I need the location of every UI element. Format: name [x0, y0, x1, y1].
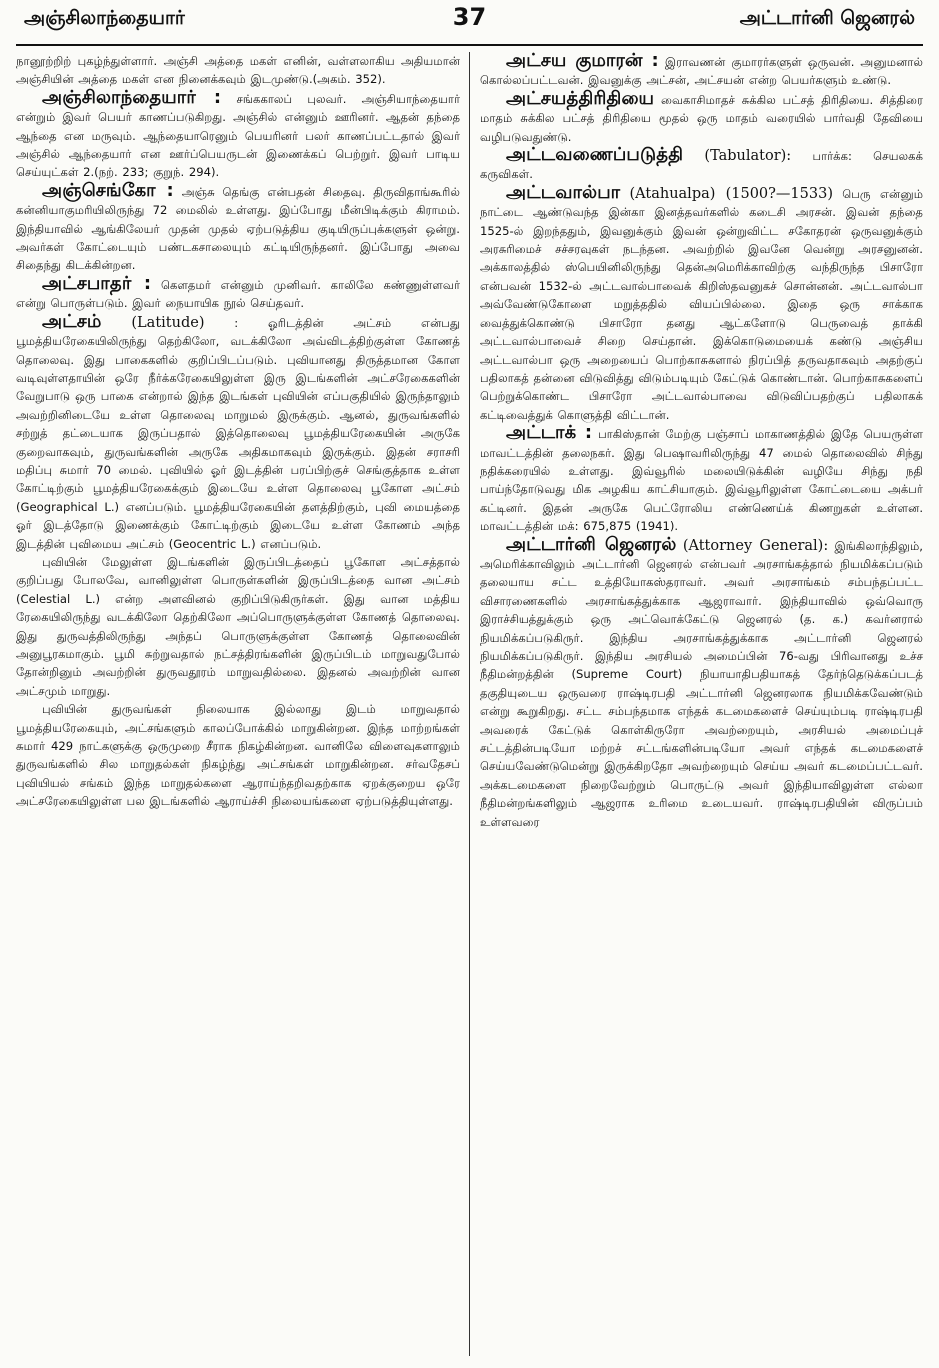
- entry-english-term: (Atahualpa) (1500?—1533): [629, 185, 833, 202]
- entry-headword: அட்சய குமாரன் :: [506, 52, 659, 71]
- entry-atcham: [16, 310, 460, 553]
- entry-anjilanthaiyar: [16, 86, 460, 182]
- entry-text: பார்க்க: செயலகக் கருவிகள்.: [480, 149, 923, 182]
- paragraph-celestial-latitude: புவியின் மேலுள்ள இடங்களின் இருப்பிடத்தைப் பூகோள அட்சத்தால் குறிப்பது போலவே, வானிலுள்ள பொருள்களின் இருப்பிடத்தை வான அட்சம் (Celestial L.) என்ற அளவினல் குறிப்பிடுகிருர்கள். இது வான மத்திய ரேகையிலிருந்து வடக்கிலோ தெற்கிலோ அப்பொருளுக்குள்ள கோணத் தொலைவு. இது துருவத்திலிருந்து அந்தப் பொருளுக்குள்ள கோணத் தொலைவின் அனுபூரகமாகும். பூமி சுற்றுவதால் நட்சத்திரங்களின் இருப்பிடம் மாறுவதுபோல் தோன்றினும் அவற்றின் துருவதூரம் மாறுவதில்லை. இதனல் அவற்றின் வான அட்சமும் மாறுது.: [16, 554, 460, 698]
- entry-text: கௌதமர் என்னும் முனிவர். காலிலே கண்ணுள்ளவர் என்று பொருள்படும். இவர் நையாயிக நூல் செய்தவர்.: [16, 277, 460, 311]
- entry-atchaya-kumaran: [480, 52, 923, 90]
- page-header: [16, 0, 923, 46]
- entry-attock: [480, 424, 923, 535]
- right-column: [480, 52, 923, 1366]
- entry-text: இங்கிலாந்திலும், அமெரிக்காவிலும் அட்டார்னி ஜெனரல் என்பவர் அரசாங்கத்தால் நியமிக்கப்படும் தலையாய சட்ட உத்தியோகஸ்தராவர். அவர் அரசாங்கம் சம்பந்தப்பட்ட விசாரணைகளில் அரசாங்கத்துக்காக ஆஜராவார். இந்தியாவில் ஒவ்வொரு இராச்சியத்துக்கும் ஒரு அட்வொக்கேட்டு ஜெனரல் (த. க.) கவர்னரால் நியமிக்கப்படுகிருர். இந்திய அரசாங்கத்துக்காக அட்டார்னி ஜெனரல் நியமிக்கப்படுகிருர். இந்திய அரசியல் அமைப்பின் 76-வது பிரிவானது உச்ச நீதிமன்றத்தின் (Supreme Court) நியாயாதிபதியாகத் தேர்ந்தெடுக்கப்படத் தகுதியுடைய ஒருவரை ராஷ்டிரபதி அட்டார்னி ஜெனரலாக நியமிக்கவேண்டும் என்று கூறுகிறது. சட்ட சம்பந்தமாக எந்தக் கடமைகளைச் செய்யும்படி ராஷ்டிரபதி அவரைக் கேட்டுக் கொள்கிருரோ அவற்றையும், அரசியல் அமைப்புச் சட்டத்தின்படியோ மற்றச் சட்டங்களின்படியோ அவர் எந்தக் கடமைகளைச் செய்யவேண்டுமென்று இருக்கிறதோ அவற்றையும் செய்ய அவர் கடமைப்பட்டவர். அக்கடமைகளை நிறைவேற்றும் பொருட்டு அவர் இந்தியாவிலுள்ள எல்லா நீதிமன்றங்களிலும் ஆஜராக உரிமை உடையவர். ராஷ்டிரபதியின் விருப்பம் உள்ளவரை: [480, 538, 923, 829]
- entry-headword: அட்சயத்திரிதியை: [506, 87, 655, 109]
- entry-headword: அட்சம்: [42, 310, 102, 332]
- entry-text: பாகிஸ்தான் மேற்கு பஞ்சாப் மாகாணத்தில் இதே பெயருள்ள மாவட்டத்தின் தலைநகர். இது பெஷாவரிலிருந்து 47 மைல் தொலைவில் சிந்து நதிக்கரையில் உள்ளது. இவ்வூரில் மலையிடுக்கின் வழியே சிந்து நதி பாய்ந்தோடுவது மிக அழகிய காட்சியாகும். இவ்வூரிலுள்ள கோட்டையை அக்பர் கட்டினர். இதன் அருகே பெட்ரோலிய எண்ணெய்க் கிணறுகள் உள்ளன. மாவட்டத்தின் மக்: 675,875 (1941).: [480, 427, 923, 534]
- entry-text: இராவணன் குமாரர்களுள் ஒருவன். அனுமனால் கொல்லப்பட்டவன். இவனுக்கு அட்சன், அட்சயன் என்ற பெயர்களும் உண்டு.: [480, 55, 923, 88]
- entry-headword: அஞ்செங்கோ :: [42, 179, 174, 201]
- continued-text: நானூற்றிற் புகழ்ந்துள்ளார். அஞ்சி அத்தை மகள் எனின், வள்ளலாகிய அதியமான் அஞ்சியின் அத்தை மகள் என நினைக்கவும் இடமுண்டு.(அகம். 352).: [16, 54, 460, 87]
- entry-english-term: (Tabulator):: [704, 148, 792, 165]
- entry-text: : ஓரிடத்தின் அட்சம் என்பது பூமத்தியரேகையிலிருந்து தெற்கிலோ, வடக்கிலோ அவ்விடத்திற்குள்ள கோணத் தொலைவு. இது பாகைகளில் குறிப்பிடப்படும். புவியானது திருத்தமான கோள வடிவுள்ளதாயின் ஒரே நீர்க்கரேகையிலுள்ள இரு இடங்களின் அட்சரேகைகளின் வேறுபாடு ஒரு பாகை என்றால் இந்த இடங்கள் புவியின் எப்பகுதியில் இருந்தாலும் அவற்றினிடையே உள்ள தொலைவு மாறுமல் இருக்கும். ஆனல், துருவங்களில் சற்றுத் தட்டையாக இருப்பதால் இத்தொலைவு பூமத்தியரேகையின் அருகே குறைவாகவும், துருவங்களின் அருகே அதிகமாகவும் இருக்கும். இதன் சராசரி மதிப்பு சுமார் 70 மைல். புவியில் ஓர் இடத்தின் பரப்பிற்குச் செங்குத்தாக உள்ள கோட்டிற்கும் பூமத்தியரேகைக்கும் இடையே உள்ள தொலைவு பூகோள அட்சம் (Geographical L.) எனப்படும். பூமத்தியரேகையின் தளத்திற்கும், புவி மையத்தை ஓர் இடத்தோடு இணைக்கும் கோட்டிற்கும் இடையே உள்ள கோணம் அந்த இடத்தின் புவிமைய அட்சம் (Geocentric L.) எனப்படும்.: [16, 315, 460, 551]
- entry-text: வைகாசிமாதச் சுக்கில பட்சத் திரிதியை. சித்திரை மாதம் சுக்கில பட்சத் திரிதியை மூதல் ஒரு மாதம் வரையில் பார்வதி தேவியை வழிபடுவதுண்டு.: [480, 92, 923, 144]
- entry-headword: அஞ்சிலாந்தையார் :: [42, 86, 222, 108]
- entry-atchaya-thiruthiyai: [480, 87, 923, 146]
- column-divider: [469, 52, 470, 1356]
- entry-headword: அட்சபாதர் :: [42, 272, 152, 294]
- two-column-body: [16, 46, 923, 1366]
- entry-english-term: (Latitude): [131, 314, 205, 331]
- header-left-title: அஞ்சிலாந்தையார்: [24, 7, 185, 29]
- entry-atchapathar: [16, 272, 460, 313]
- entry-headword: அட்டவால்பா: [506, 181, 621, 203]
- entry-text: பெரு என்னும் நாட்டை ஆண்டுவந்த இன்கா இனத்தவர்களில் கடைசி அரசன். இவன் தந்தை 1525-ல் இறந்ததும், இவனுக்கும் இவன் ஒன்றுவிட்ட சகோதரன் ஒருவனுக்கும் அரசுரிமைச் சச்சரவுகள் நடந்தன. அவற்றில் இவனே வென்று அரசனுனன். அக்காலத்தில் ஸ்பெயினிலிருந்து தென்அமெரிக்காவிற்கு வந்திருந்த பிசாரோ என்பவன் 1532-ல் அட்டவால்பாவைக் கிறிஸ்தவனுகச் சொன்னன். அட்டவால்பா அவ்வேண்டுகோளை மறுத்ததில் வியப்பில்லை. இதை ஒரு சாக்காக வைத்துக்கொண்டு பிசாரோ தனது ஆட்களோடு பெருவைத் தாக்கி அட்டவால்பாவைச் சிறை செய்தான். இக்கொடுமையைக் கண்டு அஞ்சிய அட்டவால்பா ஒரு அறையைப் பொற்காசுகளால் நிரப்பித் தருவதாகவும் அதற்குப் பதிலாகத் தன்னை விடுவித்து விடும்படியும் கேட்டுக் கொண்டான். பொற்காசுகளைப் பெற்றுக்கொண்ட பிசாரோ அட்டவால்பாவை விடுவிப்பதற்குப் பதிலாகக் கட்டிவைத்துக் கொளுத்தி விட்டான்.: [480, 186, 923, 422]
- entry-atahualpa: [480, 181, 923, 424]
- entry-headword: அட்டார்னி ஜெனரல்: [506, 533, 677, 555]
- entry-english-term: (Attorney General):: [682, 537, 829, 554]
- entry-anjengo: [16, 179, 460, 275]
- entry-headword: அட்டவணைப்படுத்தி: [506, 144, 684, 166]
- paragraph-latitude-variation: புவியின் துருவங்கள் நிலையாக இல்லாது இடம் மாறுவதால் பூமத்தியரேகையும், அட்சங்களும் காலப்போக்கில் மாறுகின்றன. இந்த மாற்றங்கள் சுமார் 429 நாட்களுக்கு ஒருமுறை சீராக நிகழ்கின்றன. வானிலே விளைவுகளாலும் துருவங்களில் சில மாறுதல்கள் நிகழ்ந்து அட்சங்கள் மாறுகின்றன. சர்வதேசப் புவியியல் சங்கம் இந்த மாறுதல்களை ஆராய்ந்தறிவதற்காக ஏறக்குறைய ஒரே அட்சரேகையிலுள்ள பல இடங்களில் ஆராய்ச்சி நிலையங்களை ஏற்படுத்தியுள்ளது.: [16, 702, 460, 809]
- entry-attorney-general: [480, 533, 923, 832]
- page-number: 37: [452, 3, 487, 31]
- entry-text: அஞ்சு தெங்கு என்பதன் சிதைவு. திருவிதாங்கூரில் கன்னியாகுமரியிலிருந்து 72 மைலில் உள்ளது. இப்போது மீன்பிடிக்கும் கிராமம். இந்தியாவில் ஆங்கிலேயர் முதன் முதல் ஏற்படுத்திய குடியிருப்புக்களுள் ஒன்று. அவர்கள் கோட்டையும் பண்டகசாலையும் கட்டியிருந்தனர். இப்போது அவை சிதைந்து கிடக்கின்றன.: [16, 184, 460, 273]
- entry-tabulator: [480, 146, 923, 184]
- header-right-title: அட்டார்னி ஜெனரல்: [739, 7, 915, 29]
- left-column: [16, 52, 460, 1366]
- entry-text: சங்ககாலப் புலவர். அஞ்சியாந்தையார் என்றும் இவர் பெயர் காணப்படுகிறது. அஞ்சில் என்னும் ஊரினர். ஆதன் தந்தை ஆந்தை என மருவும். ஆந்தையாரெனும் பெயரினர் பலர் காணப்பட்டதால் இவர் அஞ்சில் ஆந்தையார் என ஊர்ப்பெயருடன் இணைக்கப் பெற்றுர். இவர் பாடிய செய்யுட்கள் 2.(நற். 233; குறுந். 294).: [16, 91, 460, 180]
- entry-headword: அட்டாக் :: [506, 422, 593, 444]
